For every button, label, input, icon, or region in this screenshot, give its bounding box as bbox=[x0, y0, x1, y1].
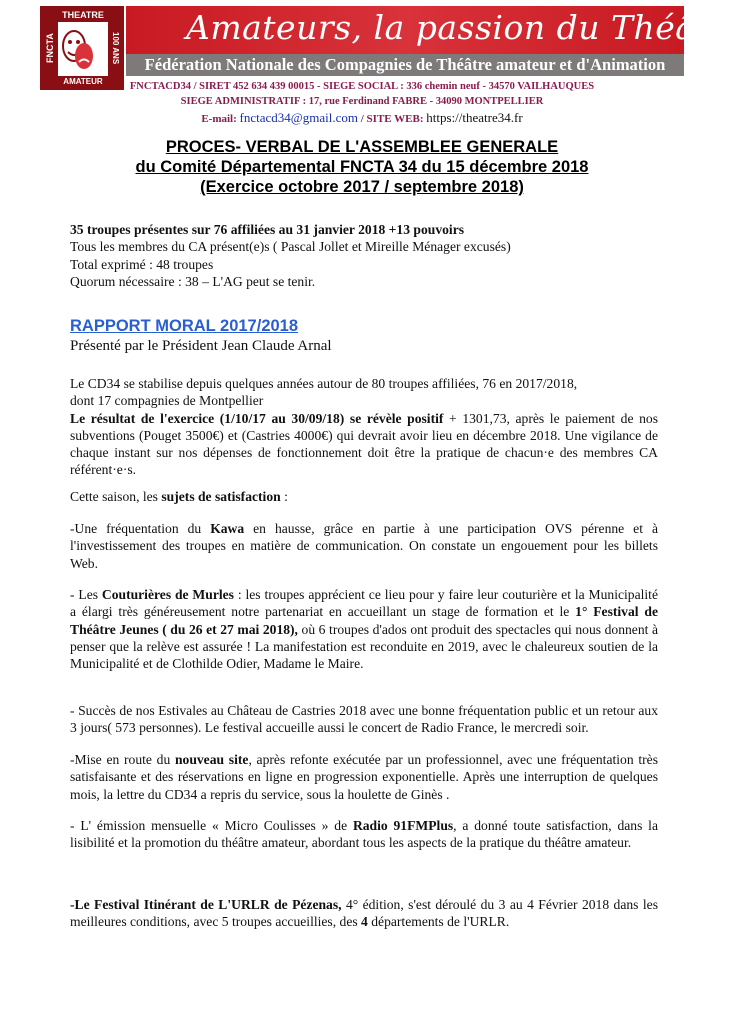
paragraph-stabilisation bbox=[70, 375, 658, 479]
text: - Les bbox=[70, 587, 102, 602]
email-label: E-mail: bbox=[201, 113, 237, 125]
title-line-2: du Comité Départemental FNCTA 34 du 15 décembre 2018 bbox=[135, 158, 589, 176]
text: , après refonte exécutée par un professionnel, avec une fréquentation très satisfaisante et des réservations en ligne en progression exponentielle. Après une interruption de quelques mois, la lettre du CD34 a repris du service, sous la houlette de Ginès . bbox=[70, 752, 658, 802]
text: - L' émission mensuelle « Micro Coulisses » de bbox=[70, 818, 353, 833]
website-link[interactable]: https://theatre34.fr bbox=[426, 110, 523, 125]
address-line-1: FNCTACD34 / SIRET 452 634 439 00015 - SIEGE SOCIAL : 336 chemin neuf - 34570 VAILHAUQUES bbox=[129, 81, 595, 92]
paragraph-radio bbox=[70, 817, 658, 852]
title-line-3: (Exercice octobre 2017 / septembre 2018) bbox=[200, 178, 524, 196]
text: Cette saison, les bbox=[70, 489, 162, 504]
text-line: dont 17 compagnies de Montpellier bbox=[70, 393, 264, 409]
fncta-logo bbox=[40, 6, 124, 90]
bold-text: sujets de satisfaction bbox=[161, 489, 281, 504]
text: , a donné toute satisfaction, dans la lisibilité et la promotion du théâtre amateur, abordant tous les aspects de la pratique du théâtre amateur. bbox=[70, 818, 658, 851]
quorum-line: Quorum nécessaire : 38 – L'AG peut se tenir. bbox=[70, 273, 316, 289]
text: en hausse, grâce en partie à une participation OVS pérenne et à l'investissement des troupes en matière de communication. On constate un engouement pour les billets Web. bbox=[70, 521, 659, 571]
contact-line bbox=[0, 110, 724, 126]
document-title bbox=[0, 137, 724, 197]
title-line-1: PROCES- VERBAL DE L'ASSEMBLEE GENERALE bbox=[165, 138, 559, 156]
attendance-line: 35 troupes présentes sur 76 affiliées au 31 janvier 2018 +13 pouvoirs bbox=[70, 222, 465, 237]
email-link[interactable]: fnctacd34@gmail.com bbox=[239, 110, 358, 125]
bold-text: Radio 91FMPlus bbox=[352, 818, 454, 833]
text-line: Le CD34 se stabilise depuis quelques années autour de 80 troupes affiliées, 76 en 2017/2018, bbox=[70, 376, 578, 391]
site-label: / SITE WEB: bbox=[360, 113, 424, 125]
text: : les troupes apprécient ce lieu pour y faire leur couturière et la Municipalité a élargi très généreusement notre partenariat en accueillant un stage de formation et le bbox=[70, 587, 658, 620]
total-line: Total exprimé : 48 troupes bbox=[70, 256, 214, 272]
bold-text: 4 bbox=[361, 914, 368, 930]
text: - Succès de nos Estivales au Château de Castries 2018 avec une bonne fréquentation public et un retour aux 3 jours( 573 personnes). Le festival accueille aussi le concert de Radio France, le mercredi soir. bbox=[70, 703, 658, 736]
text: : bbox=[280, 489, 288, 504]
logo-left-text: FNCTA bbox=[42, 8, 58, 88]
text: -Mise en route du bbox=[70, 752, 175, 767]
header-banner bbox=[126, 6, 756, 54]
presented-by: Présenté par le Président Jean Claude Arnal bbox=[70, 338, 332, 354]
bold-text: Couturières de Murles bbox=[101, 587, 234, 602]
text: où 6 troupes d'ados ont produit des spectacles qui nous donnent à penser que la relève est assurée ! La manifestation est reconduite en 2019, avec le chaleureux soutien de la Municipalité et de Clothilde Odier, Madame le Maire. bbox=[70, 621, 658, 672]
logo-top-text: THEATRE bbox=[58, 8, 108, 22]
text: -Une fréquentation du bbox=[70, 521, 211, 536]
bold-text: Kawa bbox=[210, 521, 245, 536]
banner-slogan: Amateurs, la passion du Théâtre. bbox=[186, 8, 756, 47]
text: + 1301,73, après le paiement de nos subventions (Pouget 3500€) et (Castries 4000€) qui devrait avoir lieu en décembre 2018. Une vigilance de chaque instant sur nos dépenses de fonctionnement doit être la pratique de chacun·e des membres CA référent·e·s. bbox=[70, 410, 658, 478]
paragraph-site bbox=[70, 751, 658, 803]
federation-bar: Fédération Nationale des Compagnies de Théâtre amateur et d'Animation bbox=[126, 54, 684, 76]
bold-text: nouveau site bbox=[174, 752, 249, 767]
section-heading: RAPPORT MORAL 2017/2018 bbox=[70, 317, 299, 335]
paragraph-festival-itinerant bbox=[70, 896, 658, 931]
text: départements de l'URLR. bbox=[367, 914, 510, 930]
text: 4° édition, s'est déroulé du 3 au 4 Février 2018 dans les meilleures conditions, avec 5 troupes accueillies, des bbox=[70, 897, 658, 930]
paragraph-murles bbox=[70, 586, 658, 672]
attendance-summary bbox=[70, 221, 658, 290]
paragraph-kawa bbox=[70, 520, 658, 572]
logo-right-text: 100 ANS bbox=[108, 8, 122, 88]
bold-text: 1° Festival de Théâtre Jeunes ( du 26 et 27 mai 2018), bbox=[70, 604, 658, 637]
paragraph-estivales bbox=[70, 702, 658, 737]
address-line-2: SIEGE ADMINISTRATIF : 17, rue Ferdinand FABRE - 34090 MONTPELLIER bbox=[180, 96, 544, 107]
bold-text: Le résultat de l'exercice (1/10/17 au 30/09/18) se révèle positif bbox=[70, 410, 444, 426]
bold-text: -Le Festival Itinérant de L'URLR de Pézenas, bbox=[70, 897, 342, 912]
board-members-line: Tous les membres du CA présent(e)s ( Pascal Jollet et Mireille Ménager excusés) bbox=[70, 239, 511, 255]
paragraph-satisfaction-intro bbox=[70, 488, 658, 505]
theatre-masks-icon bbox=[60, 24, 96, 76]
logo-bottom-text: AMATEUR bbox=[58, 76, 108, 88]
